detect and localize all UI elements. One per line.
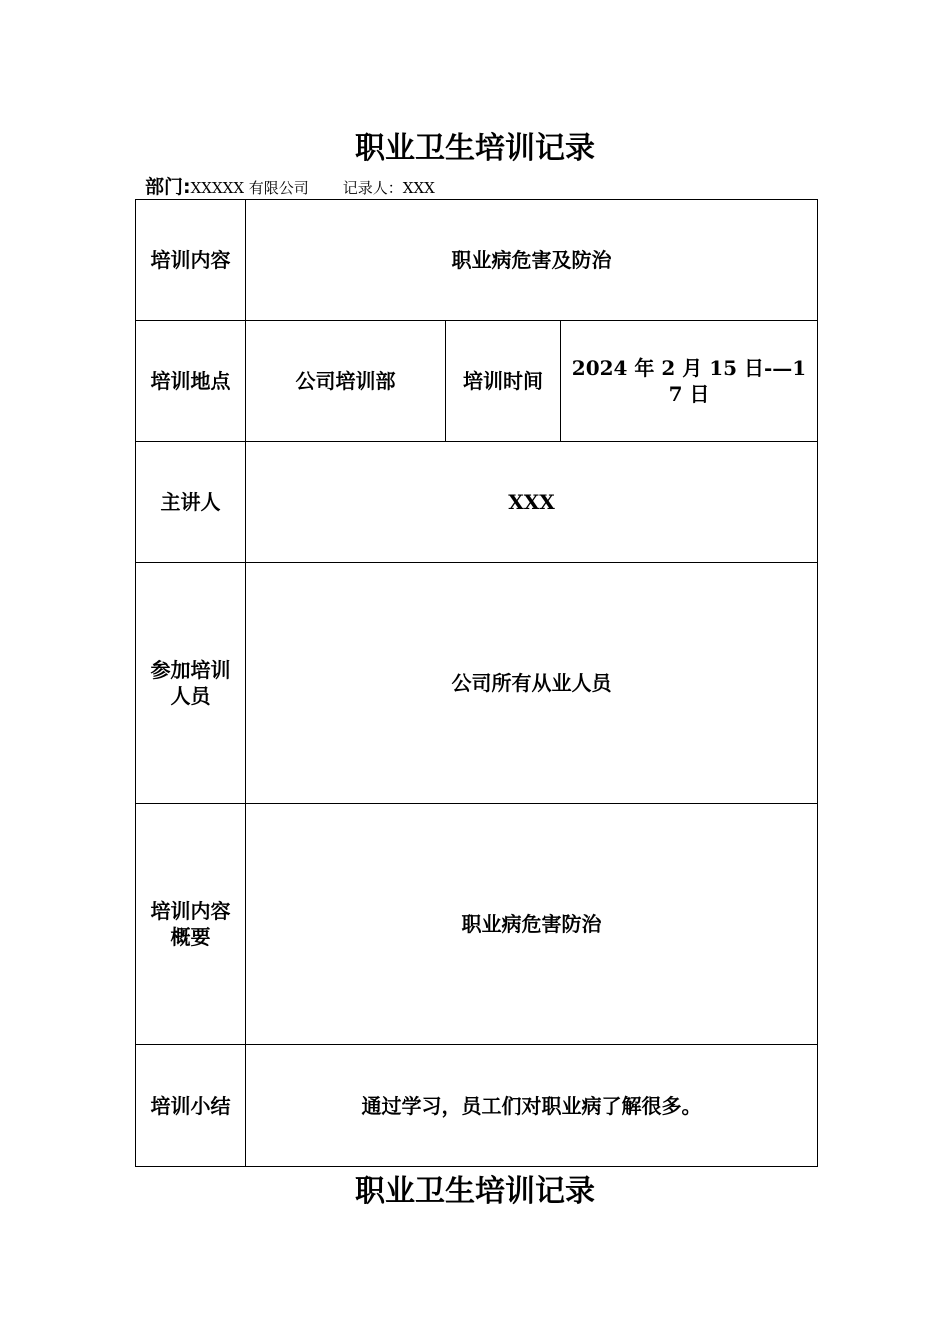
time-label: 培训时间 [446, 321, 561, 442]
table-row [136, 804, 818, 1045]
table-row [136, 200, 818, 321]
content-value: 职业病危害及防治 [246, 200, 818, 321]
conclusion-value: 通过学习，员工们对职业病了解很多。 [246, 1045, 818, 1167]
participants-value: 公司所有从业人员 [246, 563, 818, 804]
location-label: 培训地点 [136, 321, 246, 442]
footer-title: 职业卫生培训记录 [355, 1174, 595, 1209]
page-title: 职业卫生培训记录 [355, 131, 595, 166]
table-row [136, 442, 818, 563]
record-meta [145, 175, 435, 199]
department-label: 部门: [145, 176, 191, 198]
lecturer-value: XXX [246, 442, 818, 563]
summary-content-value: 职业病危害防治 [246, 804, 818, 1045]
table-row [136, 1045, 818, 1167]
table-row [136, 321, 818, 442]
location-value: 公司培训部 [246, 321, 446, 442]
lecturer-label: 主讲人 [136, 442, 246, 563]
participants-label: 参加培训人员 [136, 563, 246, 804]
content-label: 培训内容 [136, 200, 246, 321]
summary-content-label: 培训内容概要 [136, 804, 246, 1045]
recorder-label: 记录人： [342, 179, 403, 197]
training-record-table [135, 199, 818, 1167]
time-value: 2024 年 2 月 15 日-—17 日 [561, 321, 818, 442]
table-row [136, 563, 818, 804]
recorder-value: XXX [402, 179, 435, 197]
department-value: XXXXX 有限公司 [190, 179, 309, 197]
conclusion-label: 培训小结 [136, 1045, 246, 1167]
